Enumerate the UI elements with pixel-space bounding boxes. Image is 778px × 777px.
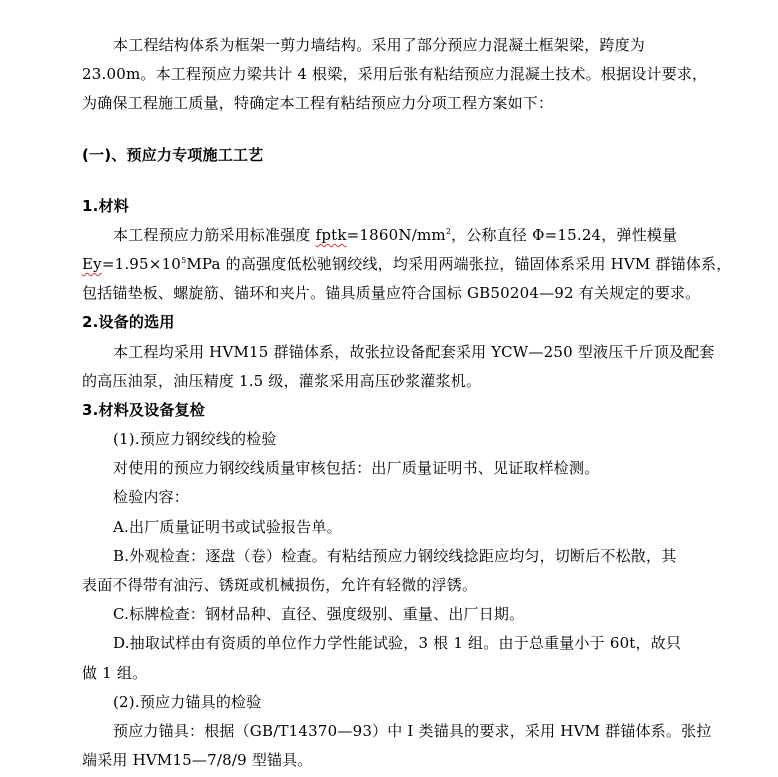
heading-equipment: 2.设备的选用 [82, 313, 175, 331]
intro-line-2: 23.00m。本工程预应力梁共计 4 根梁，采用后张有粘结预应力混凝土技术。根据设计要求， [82, 65, 708, 83]
subheading-strand-inspection: (1).预应力钢绞线的检验 [113, 430, 277, 448]
item-b-line-1: B.外观检查：逐盘（卷）检查。有粘结预应力钢绞线捻距应均匀，切断后不松散，其 [113, 547, 677, 565]
ey-term: Ey [82, 255, 102, 273]
section-title: (一)、预应力专项施工工艺 [82, 146, 264, 164]
subheading-anchor-inspection: (2).预应力锚具的检验 [113, 693, 262, 711]
materials-line-2 [82, 251, 778, 277]
materials-line-3: 包括锚垫板、螺旋筋、锚环和夹片。锚具质量应符合国标 GB50204—92 有关规定的要求。 [82, 284, 701, 302]
exponent-superscript: 5 [181, 256, 187, 265]
materials-line-1-pre: 本工程预应力筋采用标准强度 [113, 226, 316, 244]
heading-recheck: 3.材料及设备复检 [82, 401, 205, 419]
item-d-line-1: D.抽取试样由有资质的单位作力学性能试验，3 根 1 组。由于总重量小于 60t，故只 [113, 634, 682, 652]
anchor-line-2: 端采用 HVM15—7/8/9 型锚具。 [82, 751, 313, 769]
materials-line-2-post: MPa 的高强度低松驰钢绞线，均采用两端张拉，锚固体系采用 HVM 群锚体系， [186, 255, 732, 273]
materials-line-1 [113, 222, 778, 248]
recheck-paragraph-1: 对使用的预应力钢绞线质量审核包括：出厂质量证明书、见证取样检测。 [113, 459, 600, 477]
materials-line-1-post: ，公称直径 Φ=15.24，弹性模量 [451, 226, 678, 244]
anchor-line-1: 预应力锚具：根据（GB/T14370—93）中 I 类锚具的要求，采用 HVM 群锚体系。张拉 [113, 722, 712, 740]
intro-line-3: 为确保工程施工质量，特确定本工程有粘结预应力分项工程方案如下： [82, 94, 554, 112]
materials-line-2-mid: =1.95×10 [101, 255, 182, 273]
item-b-line-2: 表面不得带有油污、锈斑或机械损伤，允许有轻微的浮锈。 [82, 576, 478, 594]
equipment-line-2: 的高压油泵，油压精度 1.5 级，灌浆采用高压砂浆灌浆机。 [82, 372, 482, 390]
item-d-line-2: 做 1 组。 [82, 664, 148, 682]
materials-line-1-mid: =1860N/mm [346, 226, 446, 244]
item-c: C.标牌检查：钢材品种、直径、强度级别、重量、出厂日期。 [113, 605, 525, 623]
equipment-line-1: 本工程均采用 HVM15 群锚体系，故张拉设备配套采用 YCW—250 型液压千斤顶及配套 [113, 343, 715, 361]
unit-superscript: 2 [445, 227, 452, 236]
heading-materials: 1.材料 [82, 197, 129, 215]
item-a: A.出厂质量证明书或试验报告单。 [113, 518, 342, 536]
fptk-term: fptk [315, 226, 347, 244]
intro-line-1: 本工程结构体系为框架一剪力墙结构。采用了部分预应力混凝土框架梁，跨度为 [113, 36, 646, 54]
recheck-paragraph-2: 检验内容： [113, 488, 190, 506]
